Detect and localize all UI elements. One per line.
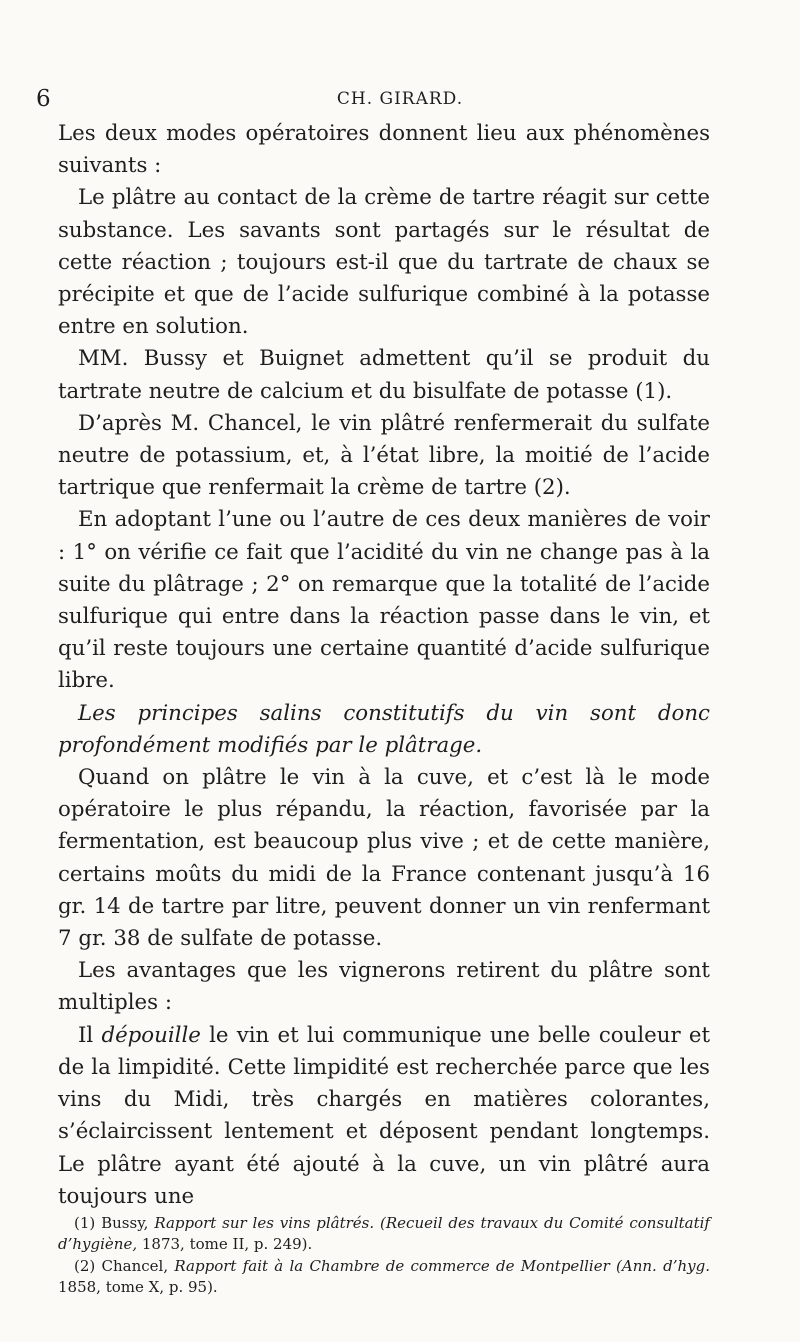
footnote-2	[58, 1256, 710, 1297]
paragraph-4: D’après M. Chancel, le vin plâtré renfermerait du sulfate neutre de potassium, et, à l’état libre, la moitié de l’acide tartrique que renfermait la crème de tartre (2).	[58, 410, 710, 501]
page-header	[0, 86, 800, 114]
page-number: 6	[36, 86, 51, 112]
paragraph-1: Les deux modes opératoires donnent lieu aux phénomènes suivants :	[58, 121, 710, 179]
body-text	[58, 118, 710, 1213]
emphasized-word: dépouille	[101, 1022, 201, 1048]
footnote-2-number: (2)	[74, 1257, 96, 1275]
footnote-2-source: (Ann. d’hyg.	[616, 1257, 710, 1275]
paragraph-9-lead: Il	[78, 1022, 102, 1048]
footnote-2-tail: 1858, tome X, p. 95).	[58, 1277, 218, 1296]
paragraph-9-rest: le vin et lui communique une belle couleur et de la limpidité. Cette limpidité est recherchée parce que les vins du Midi, très chargés en matières colorantes, s’éclaircissent lentement et déposent pendant longtemps. Le plâtre ayant été ajouté à la cuve, un vin plâtré aura toujours une	[58, 1022, 710, 1209]
paragraph-6-italic: Les principes salins constitutifs du vin sont donc profondément modifiés par le plâtrage.	[58, 700, 710, 758]
running-head: CH. GIRARD.	[336, 89, 464, 109]
paragraph-7: Quand on plâtre le vin à la cuve, et c’est là le mode opératoire le plus répandu, la réaction, favorisée par la fermentation, est beaucoup plus vive ; et de cette manière, certains moûts du midi de la France contenant jusqu’à 16 gr. 14 de tartre par litre, peuvent donner un vin renfermant 7 gr. 38 de sulfate de potasse.	[58, 765, 710, 952]
footnote-2-title: Rapport fait à la Chambre de commerce de Montpellier	[174, 1257, 610, 1275]
paragraph-9	[58, 1020, 710, 1213]
paragraph-2: Le plâtre au contact de la crème de tartre réagit sur cette substance. Les savants sont partagés sur le résultat de cette réaction ; toujours est-il que du tartrate de chaux se précipite et que de l’acide sulfurique combiné à la potasse entre en solution.	[58, 185, 710, 340]
footnote-2-author: Chancel,	[101, 1257, 169, 1275]
footnote-1-number: (1)	[74, 1214, 96, 1232]
footnote-1-title: Rapport sur les vins plâtrés.	[154, 1214, 375, 1232]
paragraph-3: MM. Bussy et Buignet admettent qu’il se produit du tartrate neutre de calcium et du bisulfate de potasse (1).	[58, 346, 710, 404]
footnote-1-author: Bussy,	[101, 1214, 149, 1232]
footnote-1-source: (Recueil des travaux du Comité consultatif d’hygiène,	[58, 1214, 710, 1253]
footnote-1	[58, 1213, 710, 1254]
paragraph-5: En adoptant l’une ou l’autre de ces deux manières de voir : 1° on vérifie ce fait que l’acidité du vin ne change pas à la suite du plâtrage ; 2° on remarque que la totalité de l’acide sulfurique qui entre dans la réaction passe dans le vin, et qu’il reste toujours une certaine quantité d’acide sulfurique libre.	[58, 507, 710, 694]
paragraph-8: Les avantages que les vignerons retirent du plâtre sont multiples :	[58, 958, 710, 1016]
footnotes	[58, 1213, 710, 1299]
footnote-1-tail: 1873, tome II, p. 249).	[141, 1234, 313, 1253]
